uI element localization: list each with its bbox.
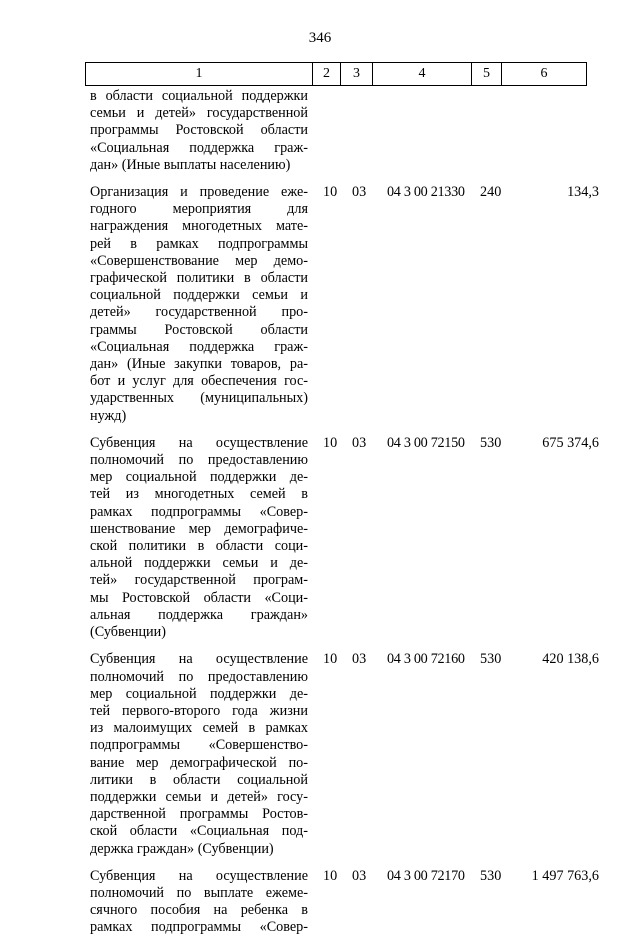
table-row [90, 651, 600, 857]
row-description-line: рей в рамках подпрограммы [90, 235, 308, 252]
row-description-line: Субвенция на осуществление [90, 651, 308, 668]
row-description-line: Организация и проведение еже- [90, 184, 308, 201]
amount: 420 138,6 [542, 651, 599, 668]
row-description-line: дан» (Иные выплаты населению) [90, 156, 291, 173]
header-col-1: 1 [86, 63, 313, 86]
target-article-code: 04 3 00 72170 [387, 867, 465, 884]
row-description-line: мер социальной поддержки де- [90, 685, 308, 702]
header-col-3: 3 [341, 63, 373, 86]
table-header [85, 62, 587, 86]
row-description-line: детей» государственной про- [90, 304, 308, 321]
header-col-4: 4 [373, 63, 472, 86]
row-description-line: тей первого-второго года жизни [90, 702, 308, 719]
row-description-line: Субвенция на осуществление [90, 867, 308, 884]
target-article-code: 04 3 00 72150 [387, 434, 465, 451]
row-description-line: литики в области социальной [90, 771, 308, 788]
row-description-line: социальной поддержки семьи и [90, 287, 308, 304]
expense-type-code: 530 [480, 434, 502, 451]
row-description-line: рамках подпрограммы «Совер- [90, 503, 308, 520]
row-description-line: награждения многодетных мате- [90, 218, 308, 235]
subsection-code: 03 [352, 867, 367, 884]
row-description-line: «Социальная поддержка граж- [90, 338, 308, 355]
target-article-code: 04 3 00 72160 [387, 651, 465, 668]
row-description-line: в области социальной поддержки [90, 88, 308, 104]
target-article-code: 04 3 00 21330 [387, 184, 465, 201]
page-number: 346 [308, 30, 332, 46]
row-description-line: дан» (Иные закупки товаров, ра- [90, 356, 308, 373]
section-code: 10 [323, 434, 338, 451]
expense-type-code: 530 [480, 651, 502, 668]
subsection-code: 03 [352, 434, 367, 451]
amount: 134,3 [567, 184, 599, 201]
table-row [90, 435, 600, 641]
row-description-line: вание мер демографической по- [90, 754, 308, 771]
row-description-line: полномочий по предоставлению [90, 668, 308, 685]
amount: 675 374,6 [542, 434, 599, 451]
table-row [90, 88, 600, 174]
table-body [90, 88, 600, 947]
row-description-line: альной поддержки семьи и де- [90, 555, 308, 572]
subsection-code: 03 [352, 184, 367, 201]
section-code: 10 [323, 867, 338, 884]
header-col-6: 6 [502, 63, 587, 86]
row-description-line: тей» государственной програм- [90, 572, 308, 589]
row-description-line: (Субвенции) [90, 624, 166, 641]
section-code: 10 [323, 651, 338, 668]
row-description-line: сячного пособия на ребенка в [90, 902, 308, 919]
row-description-line: «Социальная поддержка граж- [90, 139, 308, 156]
row-description-line: граммы Ростовской области [90, 321, 308, 338]
row-description-line: мы Ростовской области «Соци- [90, 589, 308, 606]
row-description-line: годного мероприятия для [90, 201, 308, 218]
row-description-line: альная поддержка граждан» [90, 606, 308, 623]
row-description-line: нужд) [90, 407, 127, 424]
row-description-line: ской области «Социальная под- [90, 823, 308, 840]
table-row [90, 868, 600, 937]
expense-type-code: 530 [480, 867, 502, 884]
row-description [90, 868, 308, 937]
row-description-line: Субвенция на осуществление [90, 434, 308, 451]
row-description [90, 435, 308, 641]
expense-type-code: 240 [480, 184, 502, 201]
row-description [90, 88, 308, 174]
row-description-line: дарственной программы Ростов- [90, 806, 308, 823]
row-description [90, 651, 308, 857]
row-description-line: поддержки семьи и детей» госу- [90, 788, 308, 805]
row-description-line: шенствование мер демографиче- [90, 520, 308, 537]
row-description-line: бот и услуг для обеспечения гос- [90, 373, 308, 390]
row-description-line: ударственных (муниципальных) [90, 390, 308, 407]
row-description-line: графической политики в области [90, 270, 308, 287]
row-description-line: полномочий по выплате ежеме- [90, 884, 308, 901]
row-description-line: подпрограммы «Совершенство- [90, 737, 308, 754]
row-description-line: «Совершенствование мер демо- [90, 252, 308, 269]
row-description-line: из малоимущих семей в рамках [90, 720, 308, 737]
row-description-line: ской политики в области соци- [90, 538, 308, 555]
row-description-line: тей из многодетных семей в [90, 486, 308, 503]
header-col-5: 5 [472, 63, 502, 86]
section-code: 10 [323, 184, 338, 201]
table-row [90, 184, 600, 425]
row-description-line: рамках подпрограммы «Совер- [90, 919, 308, 936]
row-description-line: мер социальной поддержки де- [90, 469, 308, 486]
amount: 1 497 763,6 [531, 867, 599, 884]
header-col-2: 2 [313, 63, 341, 86]
row-description-line: программы Ростовской области [90, 122, 308, 139]
subsection-code: 03 [352, 651, 367, 668]
row-description-line: семьи и детей» государственной [90, 105, 308, 122]
row-description-line: полномочий по предоставлению [90, 452, 308, 469]
row-description [90, 184, 308, 425]
row-description-line: держка граждан» (Субвенции) [90, 840, 274, 857]
